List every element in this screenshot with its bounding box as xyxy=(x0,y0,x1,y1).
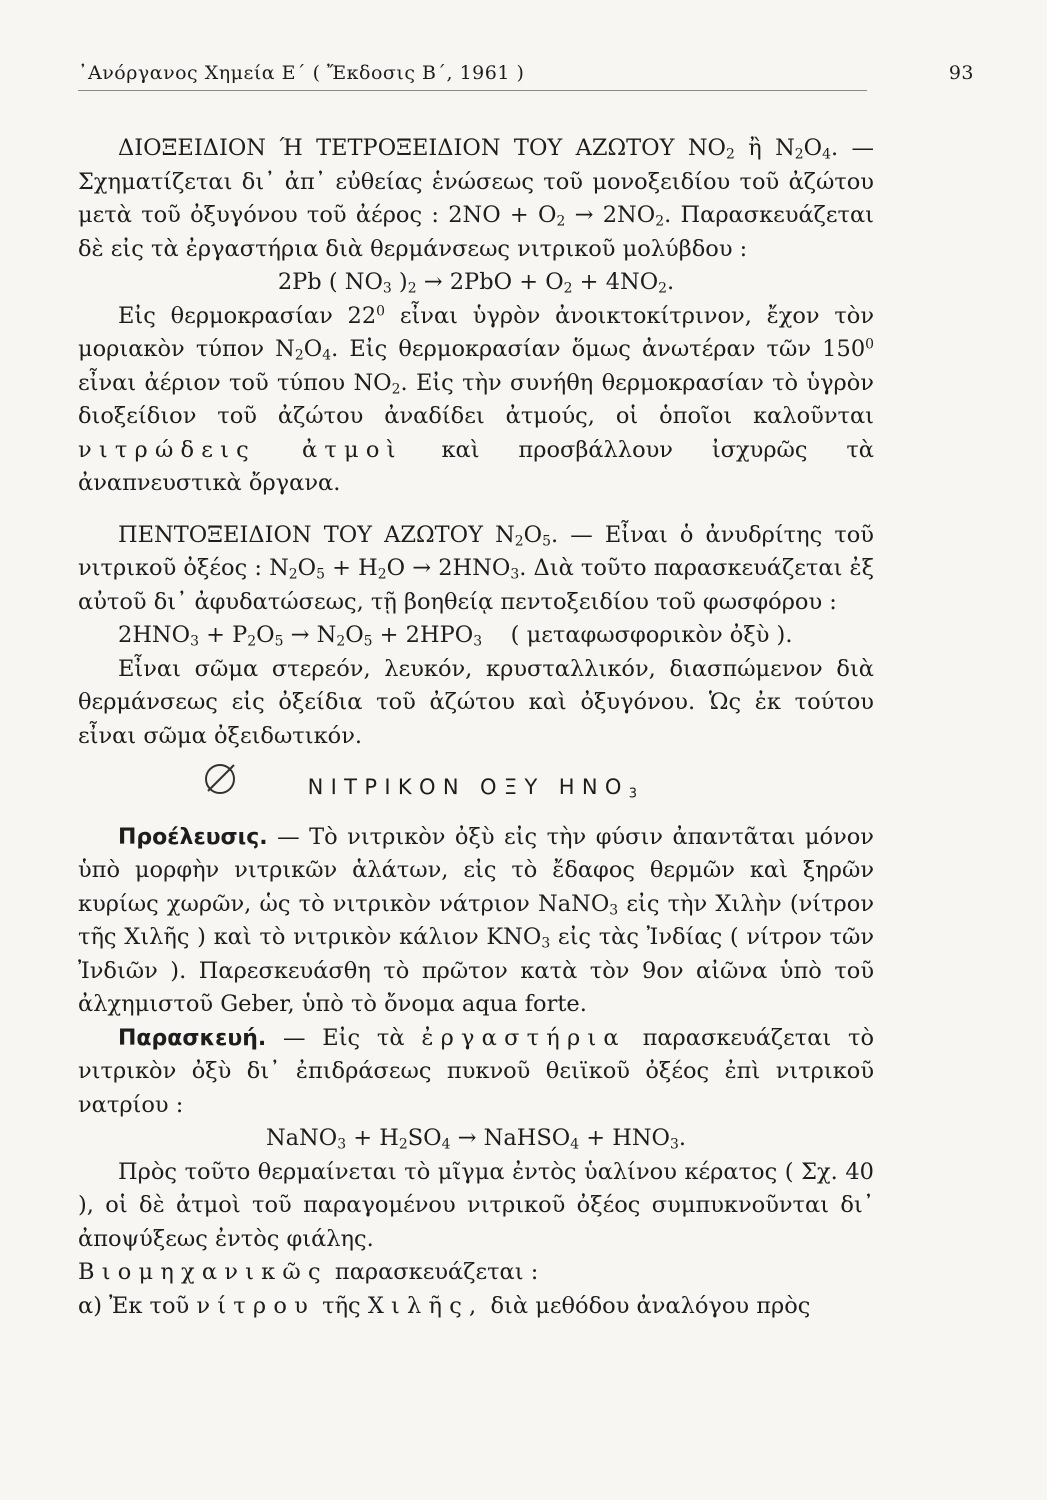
method-a-paragraph: α) Ἐκ τοῦ νίτρου τῆς Χιλῆς, διὰ μεθόδου ἀναλόγου πρὸς xyxy=(78,1292,811,1319)
spaced-term: Βιομηχανικῶς xyxy=(78,1259,328,1285)
n2o5-heading: ΠΕΝΤΟΞΕΙΔΙΟΝ ΤΟΥ ΑΖΩΤΟΥ $N_2O_5$ xyxy=(118,521,551,549)
heating-paragraph: Πρὸς τοῦτο θερμαίνεται τὸ μῖγμα ἐντὸς ὑαλίνου κέρατος ( Σχ. 40 ), οἱ δὲ ἀτμοὶ τοῦ παραγομένου νιτρικοῦ ὀξέος συμπυκνοῦνται δι᾿ ἀποψύξεως ἐντὸς φιάλης. xyxy=(78,1158,874,1252)
no2-properties-paragraph: Εἰς θερμοκρασίαν $22^0$ εἶναι ὑγρὸν ἀνοικτοκίτρινον, ἔχον τὸν μοριακὸν τύπον $N_2O_4$. Εἰς θερμοκρασίαν ὅμως ἀνωτέραν τῶν $150^0$ εἶναι ἀέριον τοῦ τύπου $NO_2$. Εἰς τὴν συνήθη θερμοκρασίαν τὸ ὑγρὸν διοξείδιον τοῦ ἀζώτου ἀναδίδει ἀτμούς, οἱ ὁποῖοι καλοῦνται νιτρώδεις ἀτμοὶ καὶ προσβάλλουν ἰσχυρῶς τὰ ἀναπνευστικὰ ὄργανα. xyxy=(78,302,875,496)
page-body xyxy=(78,132,874,1323)
equation-nitric-acid: NaNO$_3$ + $H_2SO_4$ → NaHSO$_4$ + $HNO_3$. xyxy=(265,1125,687,1153)
equation-no-oxidation: $2NO + O_2 \to 2NO_2$ xyxy=(448,202,665,230)
spaced-term: ἐργαστήρια xyxy=(421,1024,626,1051)
no2-heading: ΔΙΟΞΕΙΔΙΟΝ Ή ΤΕΤΡΟΞΕΙΔΙΟΝ ΤΟΥ ΑΖΩΤΟΥ $NO_2$ ἢ $N_2O_4$ xyxy=(118,135,831,163)
spaced-term: Χιλῆς, xyxy=(367,1292,484,1319)
n2o5-properties-paragraph: Εἶναι σῶμα στερεόν, λευκόν, κρυσταλλικόν, διασπώμενον διὰ θερμάνσεως εἰς ὀξείδια τοῦ ἀζώτου καὶ ὀξυγόνου. Ὡς ἐκ τούτου εἶναι σῶμα ὀξειδωτικόν. xyxy=(78,655,874,749)
hno3-section-title: ΝΙΤΡΙΚΟΝ ΟΞΥ $HNO_3$ xyxy=(78,771,874,805)
n2o5-paragraph: ΠΕΝΤΟΞΕΙΔΙΟΝ ΤΟΥ ΑΖΩΤΟΥ $N_2O_5$. — Εἶναι ὁ ἀνυδρίτης τοῦ νιτρικοῦ ὀξέος : $N_2O_5 + H_2O \to 2HNO_3$. Διὰ τοῦτο παρασκευάζεται ἐξ αὐτοῦ δι᾿ ἀφυδατώσεως, τῇ βοηθείᾳ πεντοξειδίου τοῦ φωσφόρου : xyxy=(78,521,875,615)
page-number: 93 xyxy=(948,62,974,84)
equation-p2o5-dehydration: $2HNO_3 + P_2O_5 \to N_2O_5 + 2HPO_3$ ( μεταφωσφορικὸν ὀξὺ ). xyxy=(118,622,793,650)
running-header xyxy=(78,62,974,91)
spaced-term: νιτρώδεις ἀτμοὶ xyxy=(78,436,403,463)
origin-paragraph: Προέλευσις. — Τὸ νιτρικὸν ὀξὺ εἰς τὴν φύσιν ἀπαντᾶται μόνον ὑπὸ μορφὴν νιτρικῶν ἁλάτων, εἰς τὸ ἔδαφος θερμῶν καὶ ξηρῶν κυρίως χωρῶν, ὡς τὸ νιτρικὸν νάτριον NaNO$_3$ εἰς τὴν Χιλὴν (νίτρον τῆς Χιλῆς ) καὶ τὸ νιτρικὸν κάλιον $KNO_3$ εἰς τὰς Ἰνδίας ( νίτρον τῶν Ἰνδιῶν ). Παρεσκευάσθη τὸ πρῶτον κατὰ τὸν 9ον αἰῶνα ὑπὸ τοῦ ἀλχημιστοῦ Geber, ὑπὸ τὸ ὄνομα aqua forte. xyxy=(78,823,875,1017)
origin-label: Προέλευσις. xyxy=(118,824,268,850)
equation-lead-nitrate: 2Pb ( $NO_3$ )$_2 \to 2PbO + O_2 + 4NO_2$. xyxy=(277,269,675,297)
circled-slash-mark xyxy=(200,757,240,797)
preparation-label: Παρασκευή. xyxy=(118,1025,267,1051)
industrial-paragraph: Βιομηχανικῶς παρασκευάζεται : xyxy=(78,1259,539,1285)
preparation-paragraph: Παρασκευή. — Εἰς τὰ ἐργαστήρια παρασκευάζεται τὸ νιτρικὸν ὀξὺ δι᾿ ἐπιδράσεως πυκνοῦ θειϊκοῦ ὀξέος ἐπὶ νιτρικοῦ νατρίου : xyxy=(78,1024,874,1118)
running-title: ᾿Ανόργανος Χημεία Ε΄ ( Ἔκδοσις Β΄, 1961 ) xyxy=(78,62,525,84)
spaced-term: νίτρου xyxy=(196,1292,315,1319)
no2-paragraph: ΔΙΟΞΕΙΔΙΟΝ Ή ΤΕΤΡΟΞΕΙΔΙΟΝ ΤΟΥ ΑΖΩΤΟΥ $NO_2$ ἢ $N_2O_4$. — Σχηματίζεται δι᾿ ἀπ᾿ εὐθείας ἑνώσεως τοῦ μονοξειδίου τοῦ ἀζώτου μετὰ τοῦ ὀξυγόνου τοῦ ἀέρος : $2NO + O_2 \to 2NO_2$. Παρασκευάζεται δὲ εἰς τὰ ἐργαστήρια διὰ θερμάνσεως νιτρικοῦ μολύβδου : xyxy=(78,135,874,262)
